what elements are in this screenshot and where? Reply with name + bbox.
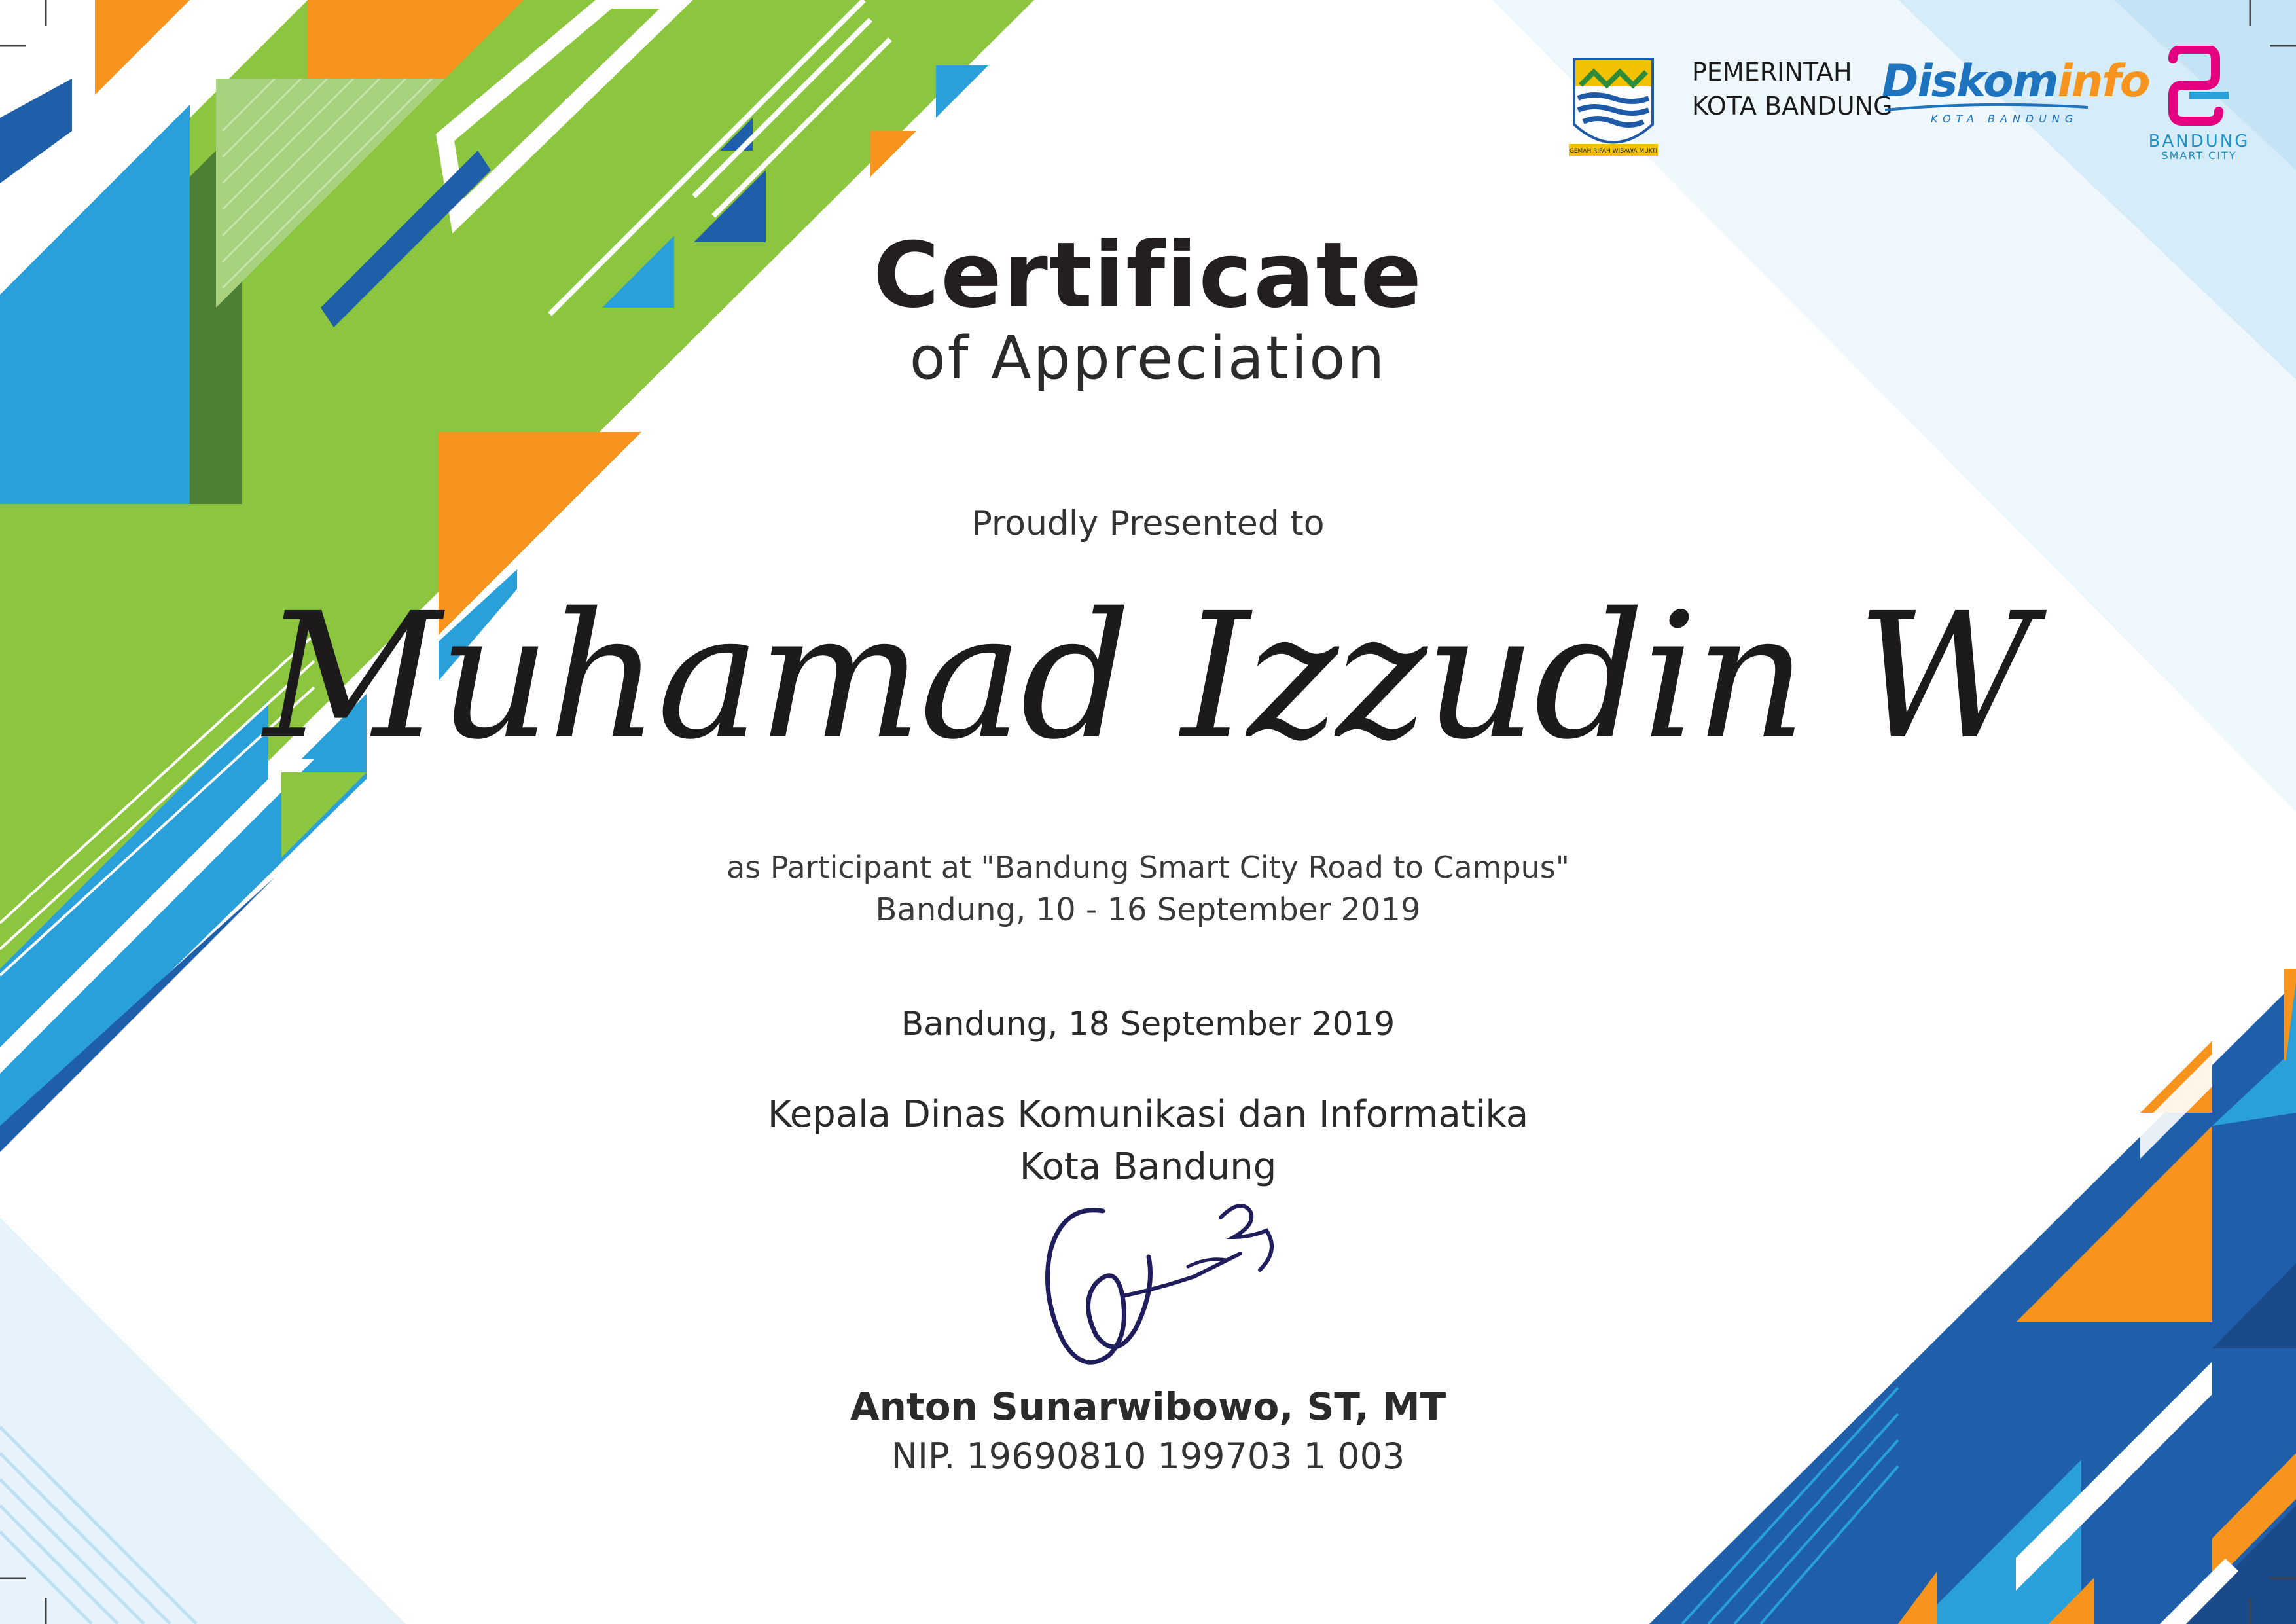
participation-text: as Participant at "Bandung Smart City Road to Campus" bbox=[726, 850, 1570, 885]
issue-date: Bandung, 18 September 2019 bbox=[901, 1005, 1395, 1043]
certificate-subtitle: of Appreciation bbox=[909, 324, 1387, 393]
signatory-name: Anton Sunarwibowo, ST, MT bbox=[850, 1384, 1446, 1429]
pemerintah-label: PEMERINTAH bbox=[1692, 58, 1852, 86]
bsc-line2: SMART CITY bbox=[2161, 149, 2237, 162]
signatory-city: Kota Bandung bbox=[1019, 1146, 1277, 1188]
crest-motto: GEMAH RIPAH WIBAWA MUKTI bbox=[1569, 148, 1658, 154]
diskominfo-subtitle: KOTA BANDUNG bbox=[1931, 113, 2079, 125]
header-logos bbox=[1568, 39, 2261, 170]
diskominfo-logo-part2: info bbox=[2057, 56, 2149, 107]
bsc-line1: BANDUNG bbox=[2148, 132, 2250, 151]
signatory-nip: NIP. 19690810 199703 1 003 bbox=[891, 1435, 1405, 1477]
bandung-smart-city-label bbox=[2137, 134, 2261, 163]
presented-to-label: Proudly Presented to bbox=[971, 504, 1325, 543]
kota-bandung-label: KOTA BANDUNG bbox=[1692, 92, 1893, 120]
recipient-name: Muhamad Izzudin W bbox=[263, 576, 2033, 778]
bottom-right-corner-decoration bbox=[1649, 969, 2296, 1624]
signature-icon bbox=[1024, 1191, 1299, 1381]
bandung-smart-city-icon bbox=[2160, 46, 2238, 131]
kota-bandung-crest-icon bbox=[1568, 46, 1659, 164]
certificate-title: Certificate bbox=[872, 223, 1424, 328]
signatory-title: Kepala Dinas Komunikasi dan Informatika bbox=[767, 1093, 1529, 1136]
diskominfo-logo bbox=[1882, 56, 2149, 107]
event-date: Bandung, 10 - 16 September 2019 bbox=[875, 892, 1421, 928]
diskominfo-logo-part1: Diskom bbox=[1882, 56, 2058, 107]
diskominfo-swoosh-icon bbox=[1885, 103, 2088, 111]
